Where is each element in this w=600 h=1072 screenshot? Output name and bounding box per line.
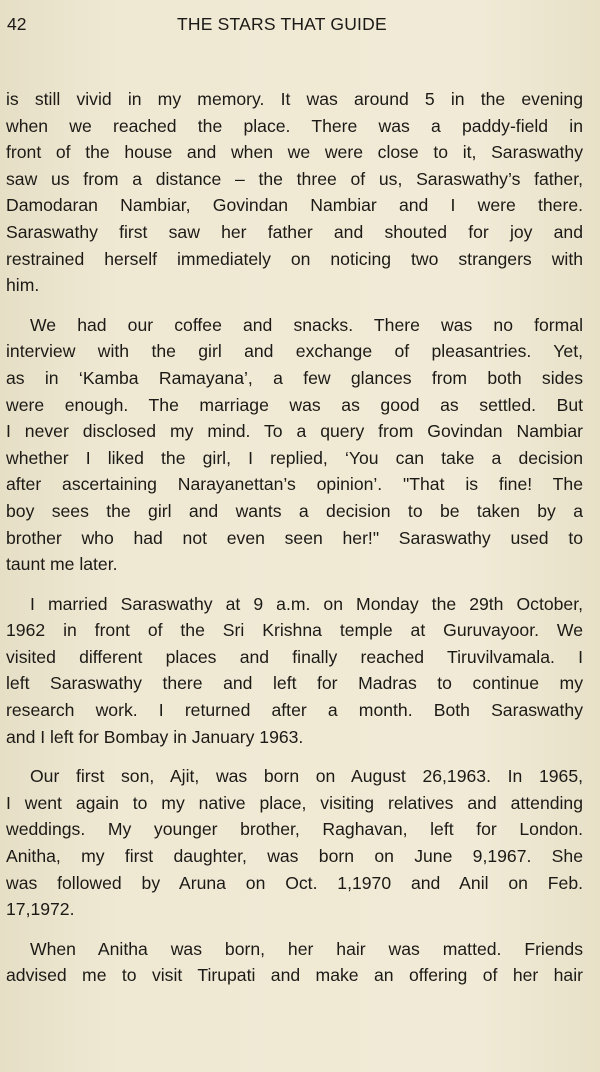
text-line: left Saraswathy there and left for Madras to continue my	[6, 673, 583, 694]
text-line: When Anitha was born, her hair was matted. Friends	[30, 938, 583, 959]
text-line: front of the house and when we were close to it, Saraswathy	[6, 142, 583, 163]
paragraph	[6, 591, 583, 751]
paragraph	[6, 763, 583, 923]
text-line: saw us from a distance – the three of us, Saraswathy’s father,	[6, 168, 583, 189]
body-text	[6, 86, 583, 989]
text-line: boy sees the girl and wants a decision to be taken by a	[6, 500, 583, 521]
text-line: We had our coffee and snacks. There was no formal	[30, 314, 583, 335]
paragraph	[6, 936, 583, 989]
text-line: Saraswathy first saw her father and shouted for joy and	[6, 221, 583, 242]
text-line: 17,1972.	[6, 899, 75, 920]
text-line: I married Saraswathy at 9 a.m. on Monday the 29th October,	[30, 593, 583, 614]
page-number: 42	[7, 14, 27, 34]
text-line: restrained herself immediately on noticing two strangers with	[6, 248, 583, 269]
text-line: was followed by Aruna on Oct. 1,1970 and Anil on Feb.	[6, 872, 583, 893]
text-line: advised me to visit Tirupati and make an offering of her hair	[6, 965, 583, 986]
text-line: visited different places and finally reached Tiruvilvamala. I	[6, 646, 583, 667]
text-line: him.	[6, 275, 40, 296]
paragraph	[6, 86, 583, 299]
running-header	[7, 9, 586, 39]
text-line: brother who had not even seen her!" Saraswathy used to	[6, 527, 583, 548]
text-line: research work. I returned after a month. Both Saraswathy	[6, 700, 583, 721]
text-line: Our first son, Ajit, was born on August 26,1963. In 1965,	[30, 766, 583, 787]
paragraph	[6, 312, 583, 578]
text-line: Anitha, my first daughter, was born on June 9,1967. She	[6, 846, 583, 867]
running-title: THE STARS THAT GUIDE	[177, 14, 387, 34]
text-line: 1962 in front of the Sri Krishna temple at Guruvayoor. We	[6, 620, 583, 641]
text-line: whether I liked the girl, I replied, ‘You can take a decision	[6, 447, 583, 468]
text-line: I never disclosed my mind. To a query from Govindan Nambiar	[6, 421, 583, 442]
text-line: as in ‘Kamba Ramayana’, a few glances from both sides	[6, 367, 583, 388]
text-line: and I left for Bombay in January 1963.	[6, 726, 304, 747]
text-line: taunt me later.	[6, 554, 118, 575]
text-line: Damodaran Nambiar, Govindan Nambiar and I were there.	[6, 195, 583, 216]
text-line: I went again to my native place, visiting relatives and attending	[6, 792, 583, 813]
text-line: weddings. My younger brother, Raghavan, left for London.	[6, 819, 583, 840]
text-line: after ascertaining Narayanettan’s opinion’. "That is fine! The	[6, 474, 583, 495]
text-line: when we reached the place. There was a paddy-field in	[6, 115, 583, 136]
text-line: is still vivid in my memory. It was around 5 in the evening	[6, 89, 583, 109]
text-line: interview with the girl and exchange of pleasantries. Yet,	[6, 341, 583, 362]
text-line: were enough. The marriage was as good as settled. But	[6, 394, 583, 415]
